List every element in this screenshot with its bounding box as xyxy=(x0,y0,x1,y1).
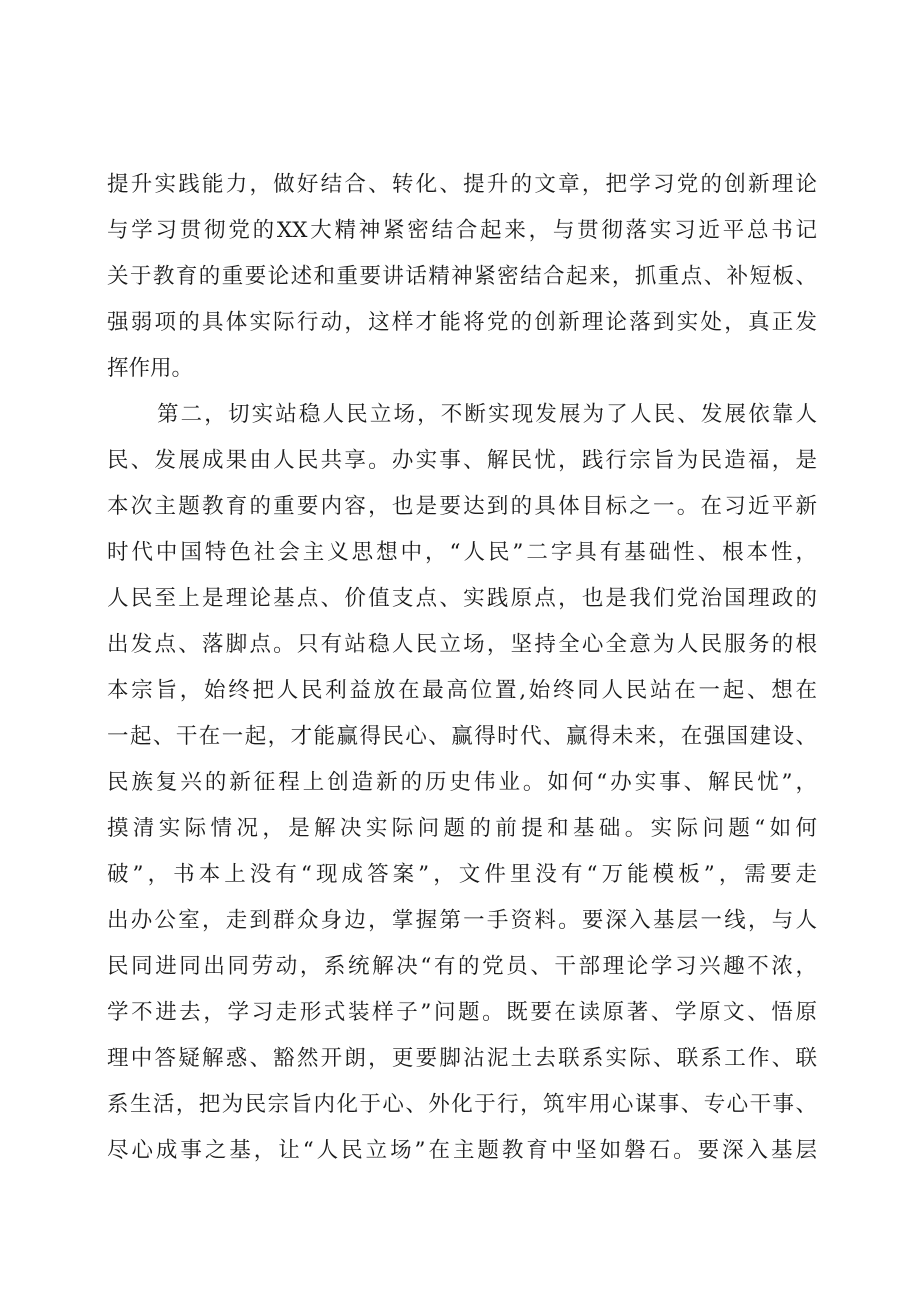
text-line: 挥作用。 xyxy=(107,356,194,381)
text-line: 关于教育的重要论述和重要讲话精神紧密结合起来，抓重点、补短板、 xyxy=(107,264,817,289)
text-line: 系生活，把为民宗旨内化于心、外化于行，筑牢用心谋事、专心干事、 xyxy=(107,1092,817,1117)
text-line: 理中答疑解惑、豁然开朗，更要脚沾泥土去联系实际、联系工作、联 xyxy=(107,1046,817,1071)
text-line: 与学习贯彻党的XX大精神紧密结合起来，与贯彻落实习近平总书记 xyxy=(107,218,817,243)
text-line: 时代中国特色社会主义思想中，“人民”二字具有基础性、根本性， xyxy=(107,540,817,565)
text-line: 民同进同出同劳动，系统解决“有的党员、干部理论学习兴趣不浓， xyxy=(107,954,817,979)
text-line: 出办公室，走到群众身边，掌握第一手资料。要深入基层一线，与人 xyxy=(107,908,817,933)
text-line: 摸清实际情况，是解决实际问题的前提和基础。实际问题“如何 xyxy=(107,816,817,841)
text-line: 民族复兴的新征程上创造新的历史伟业。如何“办实事、解民忧”， xyxy=(107,770,817,795)
text-line: 民、发展成果由人民共享。办实事、解民忧，践行宗旨为民造福，是 xyxy=(107,448,817,473)
text-line: 提升实践能力，做好结合、转化、提升的文章，把学习党的创新理论 xyxy=(107,172,817,197)
text-line: 出发点、落脚点。只有站稳人民立场，坚持全心全意为人民服务的根 xyxy=(107,632,817,657)
text-line: 破”，书本上没有“现成答案”，文件里没有“万能模板”，需要走 xyxy=(107,862,817,887)
text-line: 人民至上是理论基点、价值支点、实践原点，也是我们党治国理政的 xyxy=(107,586,817,611)
text-line: 本次主题教育的重要内容，也是要达到的具体目标之一。在习近平新 xyxy=(107,494,817,519)
paragraph-2 xyxy=(107,392,817,1174)
text-line: 强弱项的具体实际行动，这样才能将党的创新理论落到实处，真正发 xyxy=(107,310,817,335)
text-line: 本宗旨，始终把人民利益放在最高位置,始终同人民站在一起、想在 xyxy=(107,678,817,703)
text-line: 一起、干在一起，才能赢得民心、赢得时代、赢得未来，在强国建设、 xyxy=(107,724,817,749)
paragraph-1 xyxy=(107,162,817,392)
text-line: 尽心成事之基，让“人民立场”在主题教育中坚如磐石。要深入基层 xyxy=(107,1138,817,1163)
text-line: 第二，切实站稳人民立场，不断实现发展为了人民、发展依靠人 xyxy=(157,402,817,427)
text-line: 学不进去，学习走形式装样子”问题。既要在读原著、学原文、悟原 xyxy=(107,1000,817,1025)
